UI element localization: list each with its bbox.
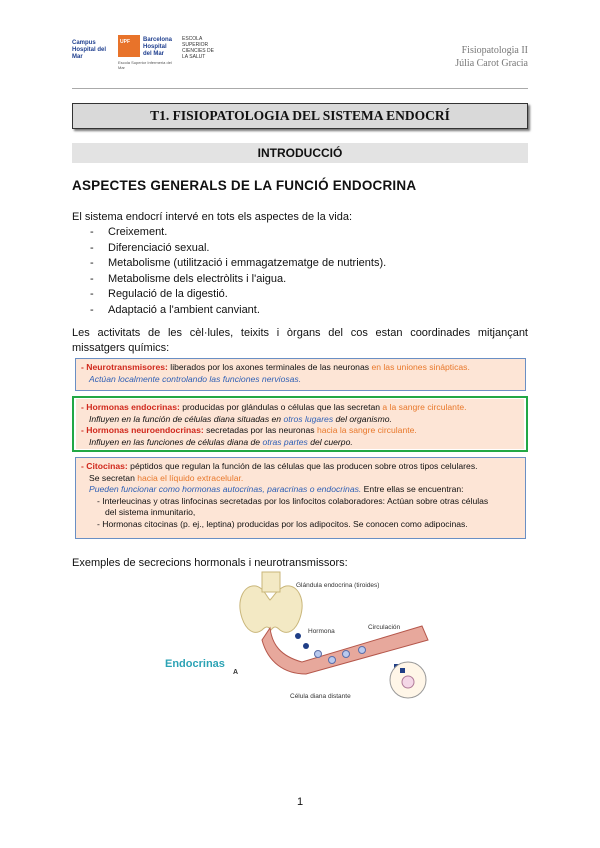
examples-label: Exemples de secrecions hormonals i neurotransmissors: — [72, 557, 348, 569]
line: - Interleucinas y otras linfocinas secretadas por los linfocitos colaboradores: Actúan sobre otras células — [97, 495, 489, 506]
term: - Citocinas: — [81, 461, 128, 471]
place: a la sangre circulante. — [382, 402, 467, 412]
text: producidas por glándulas o células que las secretan — [179, 402, 383, 412]
list-item: - Metabolisme dels electròlits i l'aigua. — [90, 272, 386, 288]
line — [81, 473, 520, 485]
aspects-list — [90, 225, 386, 318]
heading: ASPECTES GENERALS DE LA FUNCIÓ ENDOCRINA — [72, 178, 417, 193]
detail-c: del organismo. — [333, 413, 392, 424]
text: liberados por los axones terminales de las neuronas — [167, 362, 372, 372]
text: péptidos que regulan la función de las células que las producen sobre otros tipos celulares. — [127, 461, 478, 471]
thyroid-gland-icon — [240, 572, 302, 632]
hormone-dot-icon — [303, 643, 309, 649]
hormone-dot-icon — [400, 668, 405, 673]
cytokines-box — [75, 457, 526, 539]
hospital-logo — [143, 37, 173, 58]
detail: Actúan localmente controlando las funciones nerviosas. — [89, 373, 302, 384]
header-divider — [72, 88, 528, 89]
term: - Hormonas endocrinas: — [81, 402, 180, 412]
panel-label: A — [233, 669, 239, 676]
messengers-paragraph: Les activitats de les cèl·lules, teixits i òrgans del cos estan coordinades mitjançant missatgers químics: — [72, 327, 528, 354]
barcelona-text: Barcelona — [143, 37, 173, 43]
detail-b: otros lugares — [283, 413, 334, 424]
line-a: Pueden funcionar como hormonas autocrinas, paracrinas o endocrinas. — [89, 484, 362, 494]
section-title: INTRODUCCIÓ — [72, 143, 528, 163]
detail-a: Influyen en la función de células diana situadas en — [89, 413, 284, 424]
gland-label: Glándula endocrina (tiroides) — [296, 582, 380, 589]
line: del sistema inmunitario, — [105, 507, 196, 517]
text: secretadas por las neuronas — [203, 425, 317, 435]
list-item: - Adaptació a l'ambient canviant. — [90, 303, 386, 319]
list-item: - Creixement. — [90, 225, 386, 241]
upf-logo — [118, 35, 140, 57]
hormone-dot-icon — [315, 651, 322, 658]
circulation-label: Circulación — [368, 624, 401, 631]
hormone-dot-icon — [343, 651, 350, 658]
endocrinas-label: Endocrinas — [165, 658, 225, 670]
term: - Hormonas neuroendocrinas: — [81, 425, 204, 435]
escola-logo: ESCOLA SUPERIOR CIENCIES DE LA SALUT — [182, 36, 214, 60]
line-b: hacia el líquido extracelular. — [137, 472, 244, 483]
detail-c: del cuerpo. — [307, 436, 353, 447]
detail — [81, 414, 519, 426]
term: - Neurotransmisores: — [81, 362, 168, 372]
endocrine-figure — [222, 570, 432, 700]
line-a: Se secretan — [89, 472, 138, 483]
neurotransmitters-box — [75, 358, 526, 391]
page-number: 1 — [296, 796, 304, 808]
hormone-dot-icon — [359, 647, 366, 654]
course-name: Fisiopatologia II — [461, 45, 528, 56]
place: en las uniones sinápticas. — [371, 362, 470, 372]
hormone-label: Hormona — [308, 628, 335, 635]
hormone-dot-icon — [295, 633, 301, 639]
list-item: - Regulació de la digestió. — [90, 287, 386, 303]
list-item: - Diferenciació sexual. — [90, 241, 386, 257]
place: hacia la sangre circulante. — [316, 425, 417, 435]
line-b: Entre ellas se encuentran: — [361, 484, 464, 494]
header-right — [455, 44, 528, 70]
line — [81, 484, 520, 496]
cell-nucleus-icon — [402, 676, 414, 688]
logo-subtitle: Escola Superior Infermeria del Mar — [118, 60, 172, 70]
campus-hospital-logo: Campus Hospital del Mar — [72, 40, 107, 60]
target-label: Célula diana distante — [290, 693, 351, 700]
detail-a: Influyen en las funciones de células diana de — [89, 436, 263, 447]
hormones-box — [76, 399, 524, 449]
detail-b: otras partes — [262, 436, 308, 447]
hospital-text: Hospital del Mar — [143, 44, 167, 57]
document-title: T1. FISIOPATOLOGIA DEL SISTEMA ENDOCRÍ — [72, 103, 528, 129]
hormone-dot-icon — [329, 657, 336, 664]
author-name: Júlia Carot Gracia — [455, 58, 528, 69]
line: - Hormonas citocinas (p. ej., leptina) producidas por los adipocitos. Se conocen como adipocinas. — [97, 518, 468, 529]
upf-logo-text: UPF — [120, 39, 130, 45]
detail — [81, 437, 519, 449]
list-item: - Metabolisme (utilització i emmagatzematge de nutrients). — [90, 256, 386, 272]
intro-text: El sistema endocrí intervé en tots els aspectes de la vida: — [72, 211, 353, 223]
